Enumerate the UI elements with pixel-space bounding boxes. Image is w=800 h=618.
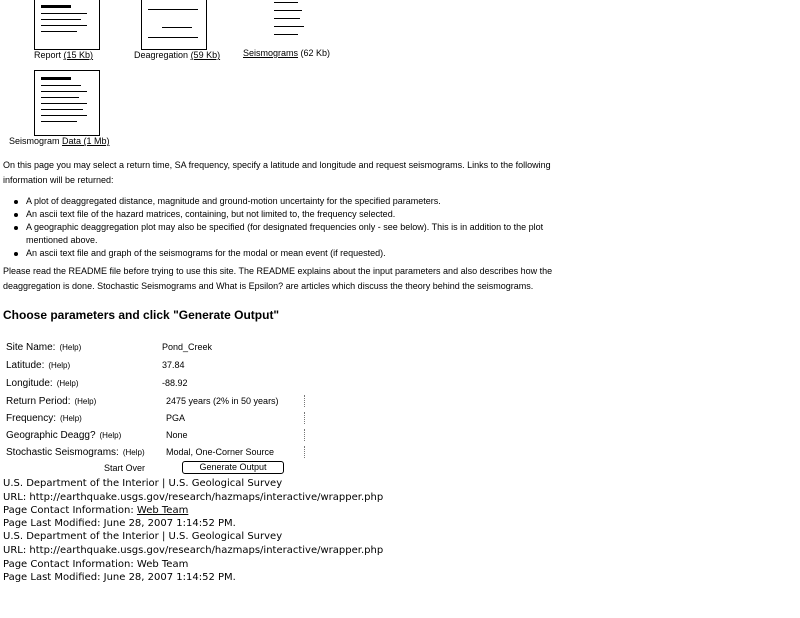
help-link[interactable]: (Help) xyxy=(60,414,82,423)
thumb-header-bar xyxy=(41,5,71,8)
intro-paragraph: On this page you may select a return time, SA frequency, specify a latitude and longitude and request seismograms. Links to the following information will be returned: xyxy=(3,160,551,185)
longitude-input[interactable]: -88.92 xyxy=(162,378,188,388)
footer-last-modified: Page Last Modified: June 28, 2007 1:14:52 PM. xyxy=(3,572,236,583)
report-caption: Report (15 Kb) xyxy=(34,50,94,60)
readme-paragraph: Please read the README file before trying to use this site. The README explains about the input parameters and also describes how the deaggregation is done. Stochastic Seismograms and What is Epsilon? are articles which discuss the theory behind the seismograms. xyxy=(3,266,553,291)
deaggregation-thumbnail[interactable] xyxy=(141,0,207,50)
report-link[interactable]: (15 Kb) xyxy=(63,50,94,60)
footer-department: U.S. Department of the Interior | U.S. Geological Survey xyxy=(3,478,283,489)
deaggregation-link[interactable]: (59 Kb) xyxy=(190,50,221,60)
geographic-deagg-label: Geographic Deagg? (Help) xyxy=(6,430,122,441)
select-edge xyxy=(298,412,305,424)
longitude-label: Longitude: (Help) xyxy=(6,378,79,389)
footer-url: URL: http://earthquake.usgs.gov/research/hazmaps/interactive/wrapper.php xyxy=(3,492,384,503)
deaggregation-caption: Deagregation (59 Kb) xyxy=(134,50,221,60)
list-item: An ascii text file and graph of the seismograms for the modal or mean event (if requested). xyxy=(14,247,584,260)
site-name-label: Site Name: (Help) xyxy=(6,342,82,353)
latitude-label: Latitude: (Help) xyxy=(6,360,71,371)
footer-department: U.S. Department of the Interior | U.S. Geological Survey xyxy=(3,531,283,542)
list-item: A plot of deaggregated distance, magnitude and ground-motion uncertainty for the specified parameters. xyxy=(14,195,584,208)
geographic-deagg-select[interactable]: None xyxy=(166,430,188,440)
select-edge xyxy=(298,395,305,407)
seismogram-data-link[interactable]: Data (1 Mb) xyxy=(62,136,110,146)
stochastic-seismograms-select[interactable]: Modal, One-Corner Source xyxy=(166,447,275,457)
list-item: A geographic deaggregation plot may also be specified (for designated frequencies only - see below). This is in addition to the plot mentioned above. xyxy=(14,221,584,247)
frequency-label: Frequency: (Help) xyxy=(6,413,82,424)
footer-last-modified: Page Last Modified: June 28, 2007 1:14:52 PM. xyxy=(3,518,236,529)
help-link[interactable]: (Help) xyxy=(99,431,122,440)
list-item: An ascii text file of the hazard matrices, containing, but not limited to, the frequency selected. xyxy=(14,208,584,221)
return-period-select[interactable]: 2475 years (2% in 50 years) xyxy=(166,396,279,406)
site-name-input[interactable]: Pond_Creek xyxy=(162,342,213,352)
select-edge xyxy=(298,446,305,458)
frequency-select[interactable]: PGA xyxy=(166,413,186,423)
select-edge xyxy=(298,429,305,441)
footer-contact: Page Contact Information: Web Team xyxy=(3,559,189,570)
help-link[interactable]: (Help) xyxy=(48,361,71,370)
seismogram-data-caption: Seismogram Data (1 Mb) xyxy=(9,136,110,146)
help-link[interactable]: (Help) xyxy=(74,397,97,406)
footer-url: URL: http://earthquake.usgs.gov/research/hazmaps/interactive/wrapper.php xyxy=(3,545,384,556)
help-link[interactable]: (Help) xyxy=(56,379,79,388)
latitude-input[interactable]: 37.84 xyxy=(162,360,185,370)
seismogram-data-thumbnail[interactable] xyxy=(34,70,100,136)
footer-contact: Page Contact Information: Web Team xyxy=(3,505,189,516)
stochastic-seismograms-label: Stochastic Seismograms: (Help) xyxy=(6,447,145,458)
web-team-link[interactable]: Web Team xyxy=(136,505,189,516)
help-link[interactable]: (Help) xyxy=(59,343,82,352)
output-list xyxy=(14,195,584,260)
help-link[interactable]: (Help) xyxy=(122,448,145,457)
report-thumbnail[interactable] xyxy=(34,0,100,50)
seismograms-thumbnail[interactable] xyxy=(270,0,310,48)
form-heading: Choose parameters and click "Generate Output" xyxy=(3,308,280,322)
return-period-label: Return Period: (Help) xyxy=(6,396,97,407)
seismograms-caption: Seismograms (62 Kb) xyxy=(243,48,331,58)
seismograms-link[interactable]: Seismograms xyxy=(243,48,299,58)
generate-output-button[interactable]: Generate Output xyxy=(182,461,284,474)
start-over-button[interactable]: Start Over xyxy=(104,463,146,473)
